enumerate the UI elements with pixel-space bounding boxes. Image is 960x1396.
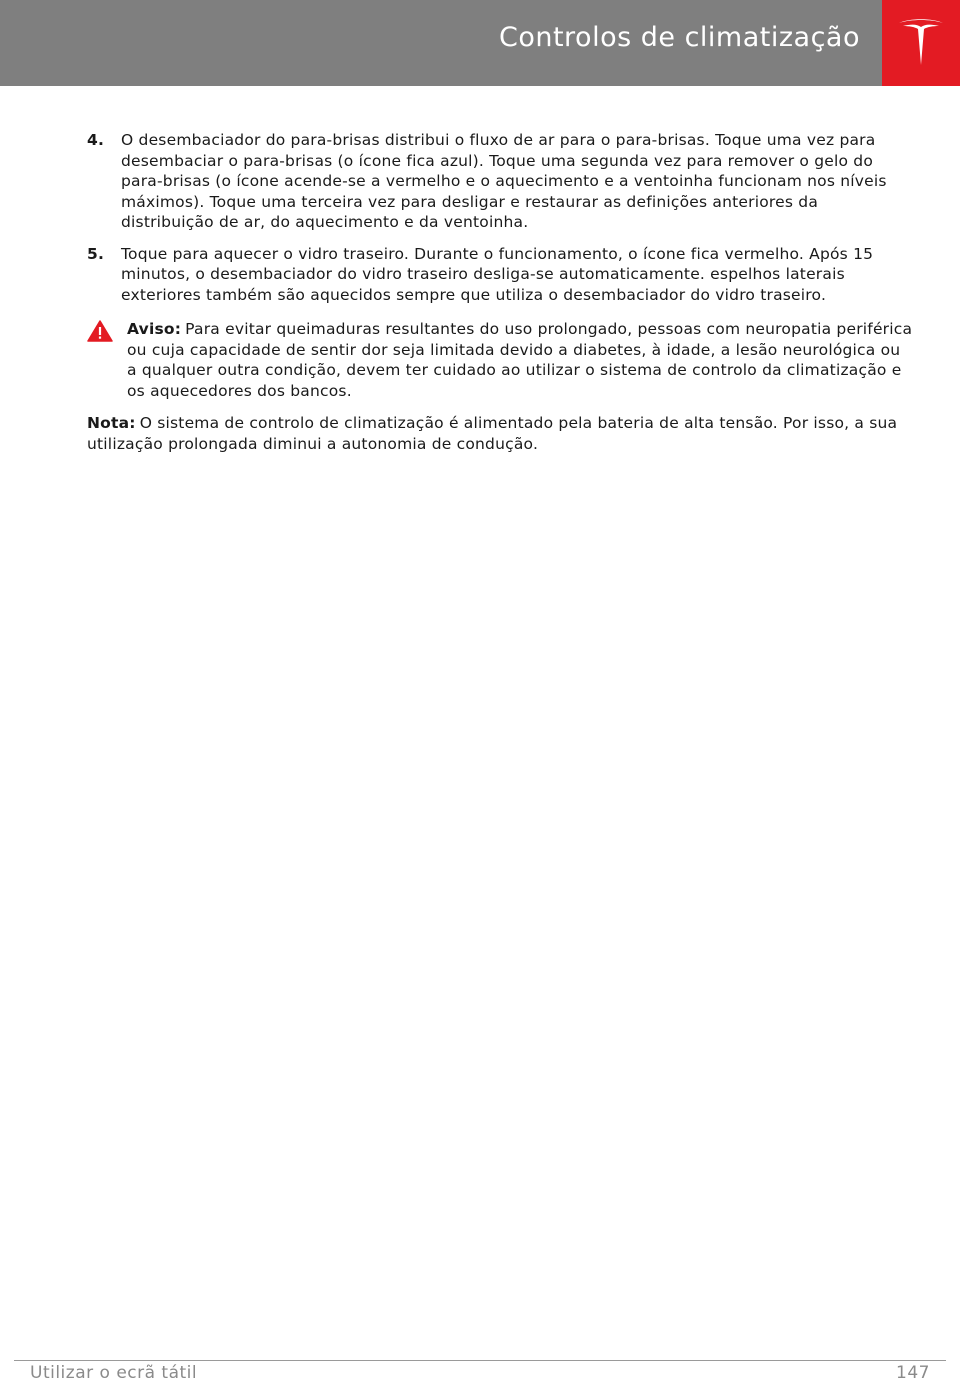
list-item-text: O desembaciador do para-brisas distribui o fluxo de ar para o para-brisas. Toque uma vez para desembaciar o para-brisas (o ícone fica azul). Toque uma segunda vez para remover o gelo do para-brisas (o ícone acende-se a vermelho e o aquecimento e a ventoinha funcionam nos níveis máximos). Toque uma terceira vez para desligar e restaurar as definições anteriores da distribuição de ar, do aquecimento e da ventoinha. bbox=[121, 131, 887, 231]
note-text: O sistema de controlo de climatização é alimentado pela bateria de alta tensão. Por isso, a sua utilização prolongada diminui a autonomia de condução. bbox=[87, 414, 898, 453]
list-item bbox=[87, 130, 913, 233]
page-title: Controlos de climatização bbox=[498, 22, 860, 53]
tesla-logo-icon bbox=[897, 15, 945, 69]
page-number: 147 bbox=[896, 1363, 930, 1383]
logo-badge bbox=[882, 0, 960, 86]
page-header bbox=[0, 0, 960, 86]
list-item bbox=[87, 244, 913, 306]
footer-divider bbox=[14, 1360, 946, 1361]
warning-text: Para evitar queimaduras resultantes do uso prolongado, pessoas com neuropatia periférica ou cuja capacidade de sentir dor seja limitada devido a diabetes, à idade, a lesão neurológica ou a qualquer outra condição, devem ter cuidado ao utilizar o sistema de controlo da climatização e os aquecedores dos bancos. bbox=[127, 320, 913, 400]
note-paragraph bbox=[87, 413, 913, 454]
warning-box bbox=[87, 319, 913, 401]
list-item-number: 5. bbox=[87, 244, 105, 263]
footer-section-title: Utilizar o ecrã tátil bbox=[30, 1363, 198, 1383]
list-item-text: Toque para aquecer o vidro traseiro. Durante o funcionamento, o ícone fica vermelho. Após 15 minutos, o desembaciador do vidro traseiro desliga-se automaticamente. espelhos laterais exteriores também são aquecidos sempre que utiliza o desembaciador do vidro traseiro. bbox=[121, 244, 874, 304]
warning-triangle-icon bbox=[87, 320, 113, 342]
list-item-number: 4. bbox=[87, 131, 105, 149]
page-content bbox=[87, 130, 913, 454]
note-label: Nota: bbox=[87, 414, 136, 432]
warning-label: Aviso: bbox=[127, 320, 182, 338]
